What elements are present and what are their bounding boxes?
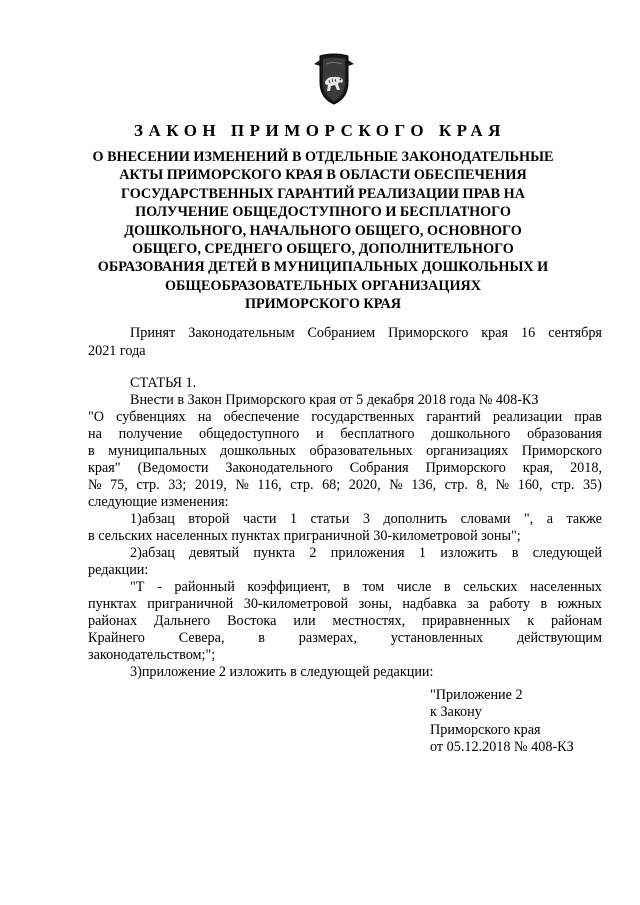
article-line (88, 630, 602, 647)
word: в (258, 630, 265, 646)
article-line (88, 613, 602, 630)
word: 3 (362, 511, 370, 527)
word: 1 (289, 511, 298, 527)
word: числе (396, 579, 432, 595)
word: 2 (309, 545, 317, 561)
word: зоны, (358, 596, 392, 612)
article-line: в сельских населенных пунктах приграничной 30-километровой зоны"; (88, 528, 521, 544)
word: края" (88, 460, 121, 476)
title-line: ОБЩЕГО, СРЕДНЕГО ОБЩЕГО, ДОПОЛНИТЕЛЬНОГО (132, 241, 514, 258)
word: пункта (253, 545, 296, 561)
word: статьи (310, 511, 350, 527)
word: к (527, 613, 535, 629)
word: пунктах (88, 596, 137, 612)
word: изложить (440, 545, 498, 561)
word: Дальнего (154, 613, 211, 629)
word: коэффициент, (247, 579, 331, 595)
adoption-word: края (481, 325, 509, 341)
article-line: редакции: (88, 562, 149, 578)
article-line: законодательством;"; (88, 647, 216, 663)
adoption-word: Приморского (388, 325, 469, 341)
word: 1 (418, 545, 426, 561)
word: действующим (516, 630, 602, 646)
word: дошкольного (431, 426, 511, 442)
word: гарантий (426, 409, 481, 425)
article-line (88, 426, 602, 443)
word: районный (174, 579, 235, 595)
word: стр. (136, 477, 160, 493)
annex-line: к Закону (430, 704, 482, 721)
word: 116, (257, 477, 282, 493)
annex-line: "Приложение 2 (430, 687, 523, 703)
word: прав (574, 409, 602, 425)
adoption-word: 16 (521, 325, 536, 341)
word: установленных (390, 630, 484, 646)
article-line: 3)приложение 2 изложить в следующей редакции: (130, 664, 434, 680)
word: местностях, (332, 613, 406, 629)
word: также (566, 511, 602, 527)
word: № (88, 477, 102, 493)
annex-reference (430, 687, 574, 757)
word: Севера, (178, 630, 225, 646)
article-line (88, 477, 602, 494)
word: организациях (426, 443, 509, 459)
word: работу (489, 596, 531, 612)
word: в (88, 443, 95, 459)
word: на (88, 426, 102, 442)
word: второй (188, 511, 230, 527)
word: бесплатного (340, 426, 415, 442)
word: в (443, 579, 451, 595)
article-body (88, 375, 602, 681)
word: № (495, 477, 510, 493)
word: 2)абзац (130, 545, 175, 561)
word: государственных (311, 409, 415, 425)
word: 35) (582, 477, 602, 493)
annex-line: Приморского края (430, 721, 541, 738)
title-line: ПОЛУЧЕНИЕ ОБЩЕДОСТУПНОГО И БЕСПЛАТНОГО (135, 204, 511, 221)
title-line: ДОШКОЛЬНОГО, НАЧАЛЬНОГО ОБЩЕГО, ОСНОВНОГО (124, 222, 522, 239)
adoption-word: Собранием (307, 325, 376, 341)
word: в (343, 579, 350, 595)
adoption-word: сентября (548, 325, 602, 341)
title-line: О ВНЕСЕНИИ ИЗМЕНЕНИЙ В ОТДЕЛЬНЫЕ ЗАКОНОДАТЕЛЬНЫЕ (92, 149, 554, 165)
tiger-shield-icon (312, 52, 356, 106)
word: следующей (532, 545, 602, 561)
word: 160, (517, 477, 543, 493)
word: муниципальных (108, 443, 207, 459)
word: 2020, (348, 477, 381, 493)
word: в (540, 596, 548, 612)
article-line (88, 511, 602, 528)
article-line: Внести в Закон Приморского края от 5 декабря 2018 года № 408-КЗ (130, 392, 539, 408)
word: общедоступного (199, 426, 300, 442)
article-heading: СТАТЬЯ 1. (130, 375, 197, 391)
word: 2018, (570, 460, 602, 476)
word: том (362, 579, 385, 595)
word: населенных (530, 579, 602, 595)
word: субвенциях (116, 409, 186, 425)
word: получение (118, 426, 183, 442)
word: Приморского (521, 443, 602, 459)
title-line: ГОСУДАРСТВЕННЫХ ГАРАНТИЙ РЕАЛИЗАЦИИ ПРАВ НА (121, 185, 525, 202)
article-line (88, 579, 602, 596)
word: реализации (492, 409, 563, 425)
word: надбавка (402, 596, 457, 612)
article-line (88, 443, 602, 460)
word: или (293, 613, 316, 629)
word: приложения (330, 545, 405, 561)
article-line (88, 460, 602, 477)
word: и (316, 426, 324, 442)
word: ", (523, 511, 534, 527)
word: края, (522, 460, 554, 476)
title-line: ОБРАЗОВАНИЯ ДЕТЕЙ В МУНИЦИПАЛЬНЫХ ДОШКОЛЬНЫХ И (97, 259, 549, 276)
word: девятый (189, 545, 240, 561)
word: образования (527, 426, 602, 442)
word: районам (551, 613, 602, 629)
word: сельских (463, 579, 518, 595)
title-line: ОБЩЕОБРАЗОВАТЕЛЬНЫХ ОРГАНИЗАЦИЯХ (165, 277, 481, 294)
word: дополнить (383, 511, 448, 527)
word: "Т (130, 579, 145, 595)
word: приграничной (147, 596, 234, 612)
word: южных (557, 596, 602, 612)
word: словами (460, 511, 511, 527)
adoption-word: Принят (130, 325, 176, 341)
word: размерах, (298, 630, 357, 646)
word: на (197, 409, 212, 425)
adoption-year: 2021 года (88, 343, 146, 359)
word: а (546, 511, 553, 527)
word: 33; (168, 477, 187, 493)
word: стр. (551, 477, 575, 493)
word: - (157, 579, 162, 595)
word: дошкольных (219, 443, 297, 459)
article-line (88, 545, 602, 562)
word: Крайнего (88, 630, 145, 646)
word: Законодательного (225, 460, 333, 476)
word: 8, (476, 477, 488, 493)
word: Собрания (349, 460, 409, 476)
word: стр. (290, 477, 314, 493)
annex-line: от 05.12.2018 № 408-КЗ (430, 739, 574, 756)
word: 1)абзац (130, 511, 175, 527)
word: № (235, 477, 249, 493)
article-line (88, 409, 602, 426)
word: за (467, 596, 479, 612)
word: образовательных (309, 443, 413, 459)
word: стр. (444, 477, 468, 493)
adoption-line (88, 324, 602, 342)
word: районах (88, 613, 138, 629)
title-line: АКТЫ ПРИМОРСКОГО КРАЯ В ОБЛАСТИ ОБЕСПЕЧЕНИЯ (119, 167, 527, 184)
law-header: ЗАКОН ПРИМОРСКОГО КРАЯ (134, 121, 506, 140)
word: 30-километровой (243, 596, 349, 612)
coat-of-arms-icon (312, 52, 356, 106)
law-title (88, 148, 558, 314)
word: № (389, 477, 403, 493)
word: части (242, 511, 277, 527)
word: (Ведомости (137, 460, 209, 476)
word: обеспечение (223, 409, 300, 425)
title-line: ПРИМОРСКОГО КРАЯ (244, 296, 402, 313)
word: Востока (227, 613, 277, 629)
article-line (88, 596, 602, 613)
word: "О (88, 409, 105, 425)
word: 75, (110, 477, 128, 493)
word: в (511, 545, 519, 561)
adoption-word: Законодательным (188, 325, 295, 341)
adoption-note (88, 324, 602, 360)
word: Приморского (425, 460, 506, 476)
word: приравненных (422, 613, 511, 629)
word: 68; (322, 477, 341, 493)
word: 2019, (194, 477, 227, 493)
word: 136, (411, 477, 437, 493)
article-line: следующие изменения: (88, 494, 229, 510)
